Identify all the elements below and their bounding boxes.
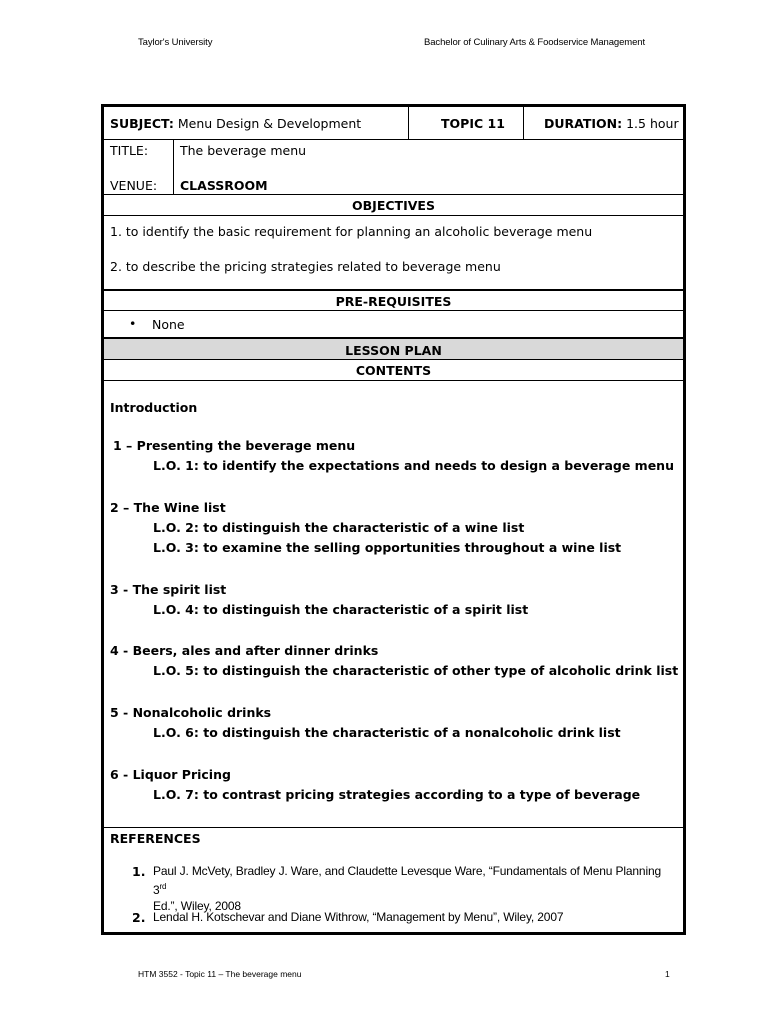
prereq-heading: PRE-REQUISITES — [335, 294, 452, 309]
bullet-icon: • — [129, 316, 137, 331]
contents-heading: CONTENTS — [355, 363, 432, 378]
learning-outcome: L.O. 4: to distinguish the characteristic of a spirit list — [153, 602, 529, 617]
reference-number: 1. — [132, 864, 146, 879]
section-heading: 6 - Liquor Pricing — [110, 767, 231, 782]
footer-page-number: 1 — [665, 969, 670, 979]
learning-outcome: L.O. 2: to distinguish the characteristic of a wine list — [153, 520, 525, 535]
intro-heading: Introduction — [110, 400, 198, 415]
section-heading: 3 - The spirit list — [110, 582, 227, 597]
reference-number: 2. — [132, 910, 146, 925]
learning-outcome: L.O. 6: to distinguish the characteristic of a nonalcoholic drink list — [153, 725, 621, 740]
objectives-heading: OBJECTIVES — [352, 198, 435, 213]
venue-label: VENUE: — [110, 178, 158, 193]
prereq-item: None — [152, 317, 185, 332]
duration-value: 1.5 hour — [626, 116, 679, 131]
venue-value: CLASSROOM — [180, 178, 268, 193]
subject-label: SUBJECT: — [110, 116, 174, 131]
learning-outcome: L.O. 3: to examine the selling opportunities throughout a wine list — [153, 540, 622, 555]
learning-outcome: L.O. 7: to contrast pricing strategies according to a type of beverage — [153, 787, 641, 802]
objective-item: 2. to describe the pricing strategies related to beverage menu — [110, 259, 501, 274]
references-heading: REFERENCES — [110, 831, 201, 846]
footer-course: HTM 3552 - Topic 11 – The beverage menu — [138, 969, 302, 979]
topic-number: TOPIC 11 — [441, 116, 505, 131]
subject-value: Menu Design & Development — [177, 116, 362, 131]
reference-text: Ed.”, Wiley, 2008 — [153, 899, 241, 913]
learning-outcome: L.O. 5: to distinguish the characteristic of other type of alcoholic drink list — [153, 663, 679, 678]
contents-heading-row — [104, 360, 683, 381]
objectives-heading-row — [104, 195, 683, 216]
duration-label: DURATION: — [544, 116, 623, 131]
subject-row — [104, 107, 683, 140]
lesson-table — [101, 104, 686, 935]
section-heading: 1 – Presenting the beverage menu — [113, 438, 356, 453]
lesson-plan-heading-row — [104, 338, 683, 360]
section-heading: 2 – The Wine list — [110, 500, 226, 515]
title-label: TITLE: — [110, 143, 149, 158]
learning-outcome: L.O. 1: to identify the expectations and needs to design a beverage menu — [153, 458, 674, 473]
title-value: The beverage menu — [180, 143, 307, 158]
objective-item: 1. to identify the basic requirement for planning an alcoholic beverage menu — [110, 224, 593, 239]
reference-text: Paul J. McVety, Bradley J. Ware, and Claudette Levesque Ware, “Fundamentals of Menu Planning 3 — [153, 864, 662, 897]
header-university: Taylor's University — [138, 37, 213, 48]
reference-text: Lendal H. Kotschevar and Diane Withrow, “Management by Menu”, Wiley, 2007 — [153, 910, 564, 924]
reference-item — [153, 863, 673, 914]
objectives-row — [104, 216, 683, 290]
contents-body — [104, 381, 683, 828]
header-program: Bachelor of Culinary Arts & Foodservice Management — [424, 37, 645, 48]
reference-item — [153, 909, 673, 925]
prereq-heading-row — [104, 290, 683, 311]
section-heading: 5 - Nonalcoholic drinks — [110, 705, 272, 720]
section-heading: 4 - Beers, ales and after dinner drinks — [110, 643, 379, 658]
references-section — [104, 828, 683, 932]
lesson-plan-heading: LESSON PLAN — [345, 343, 442, 358]
prereq-row — [104, 311, 683, 338]
title-venue-row — [104, 140, 683, 195]
reference-superscript: rd — [159, 882, 167, 891]
